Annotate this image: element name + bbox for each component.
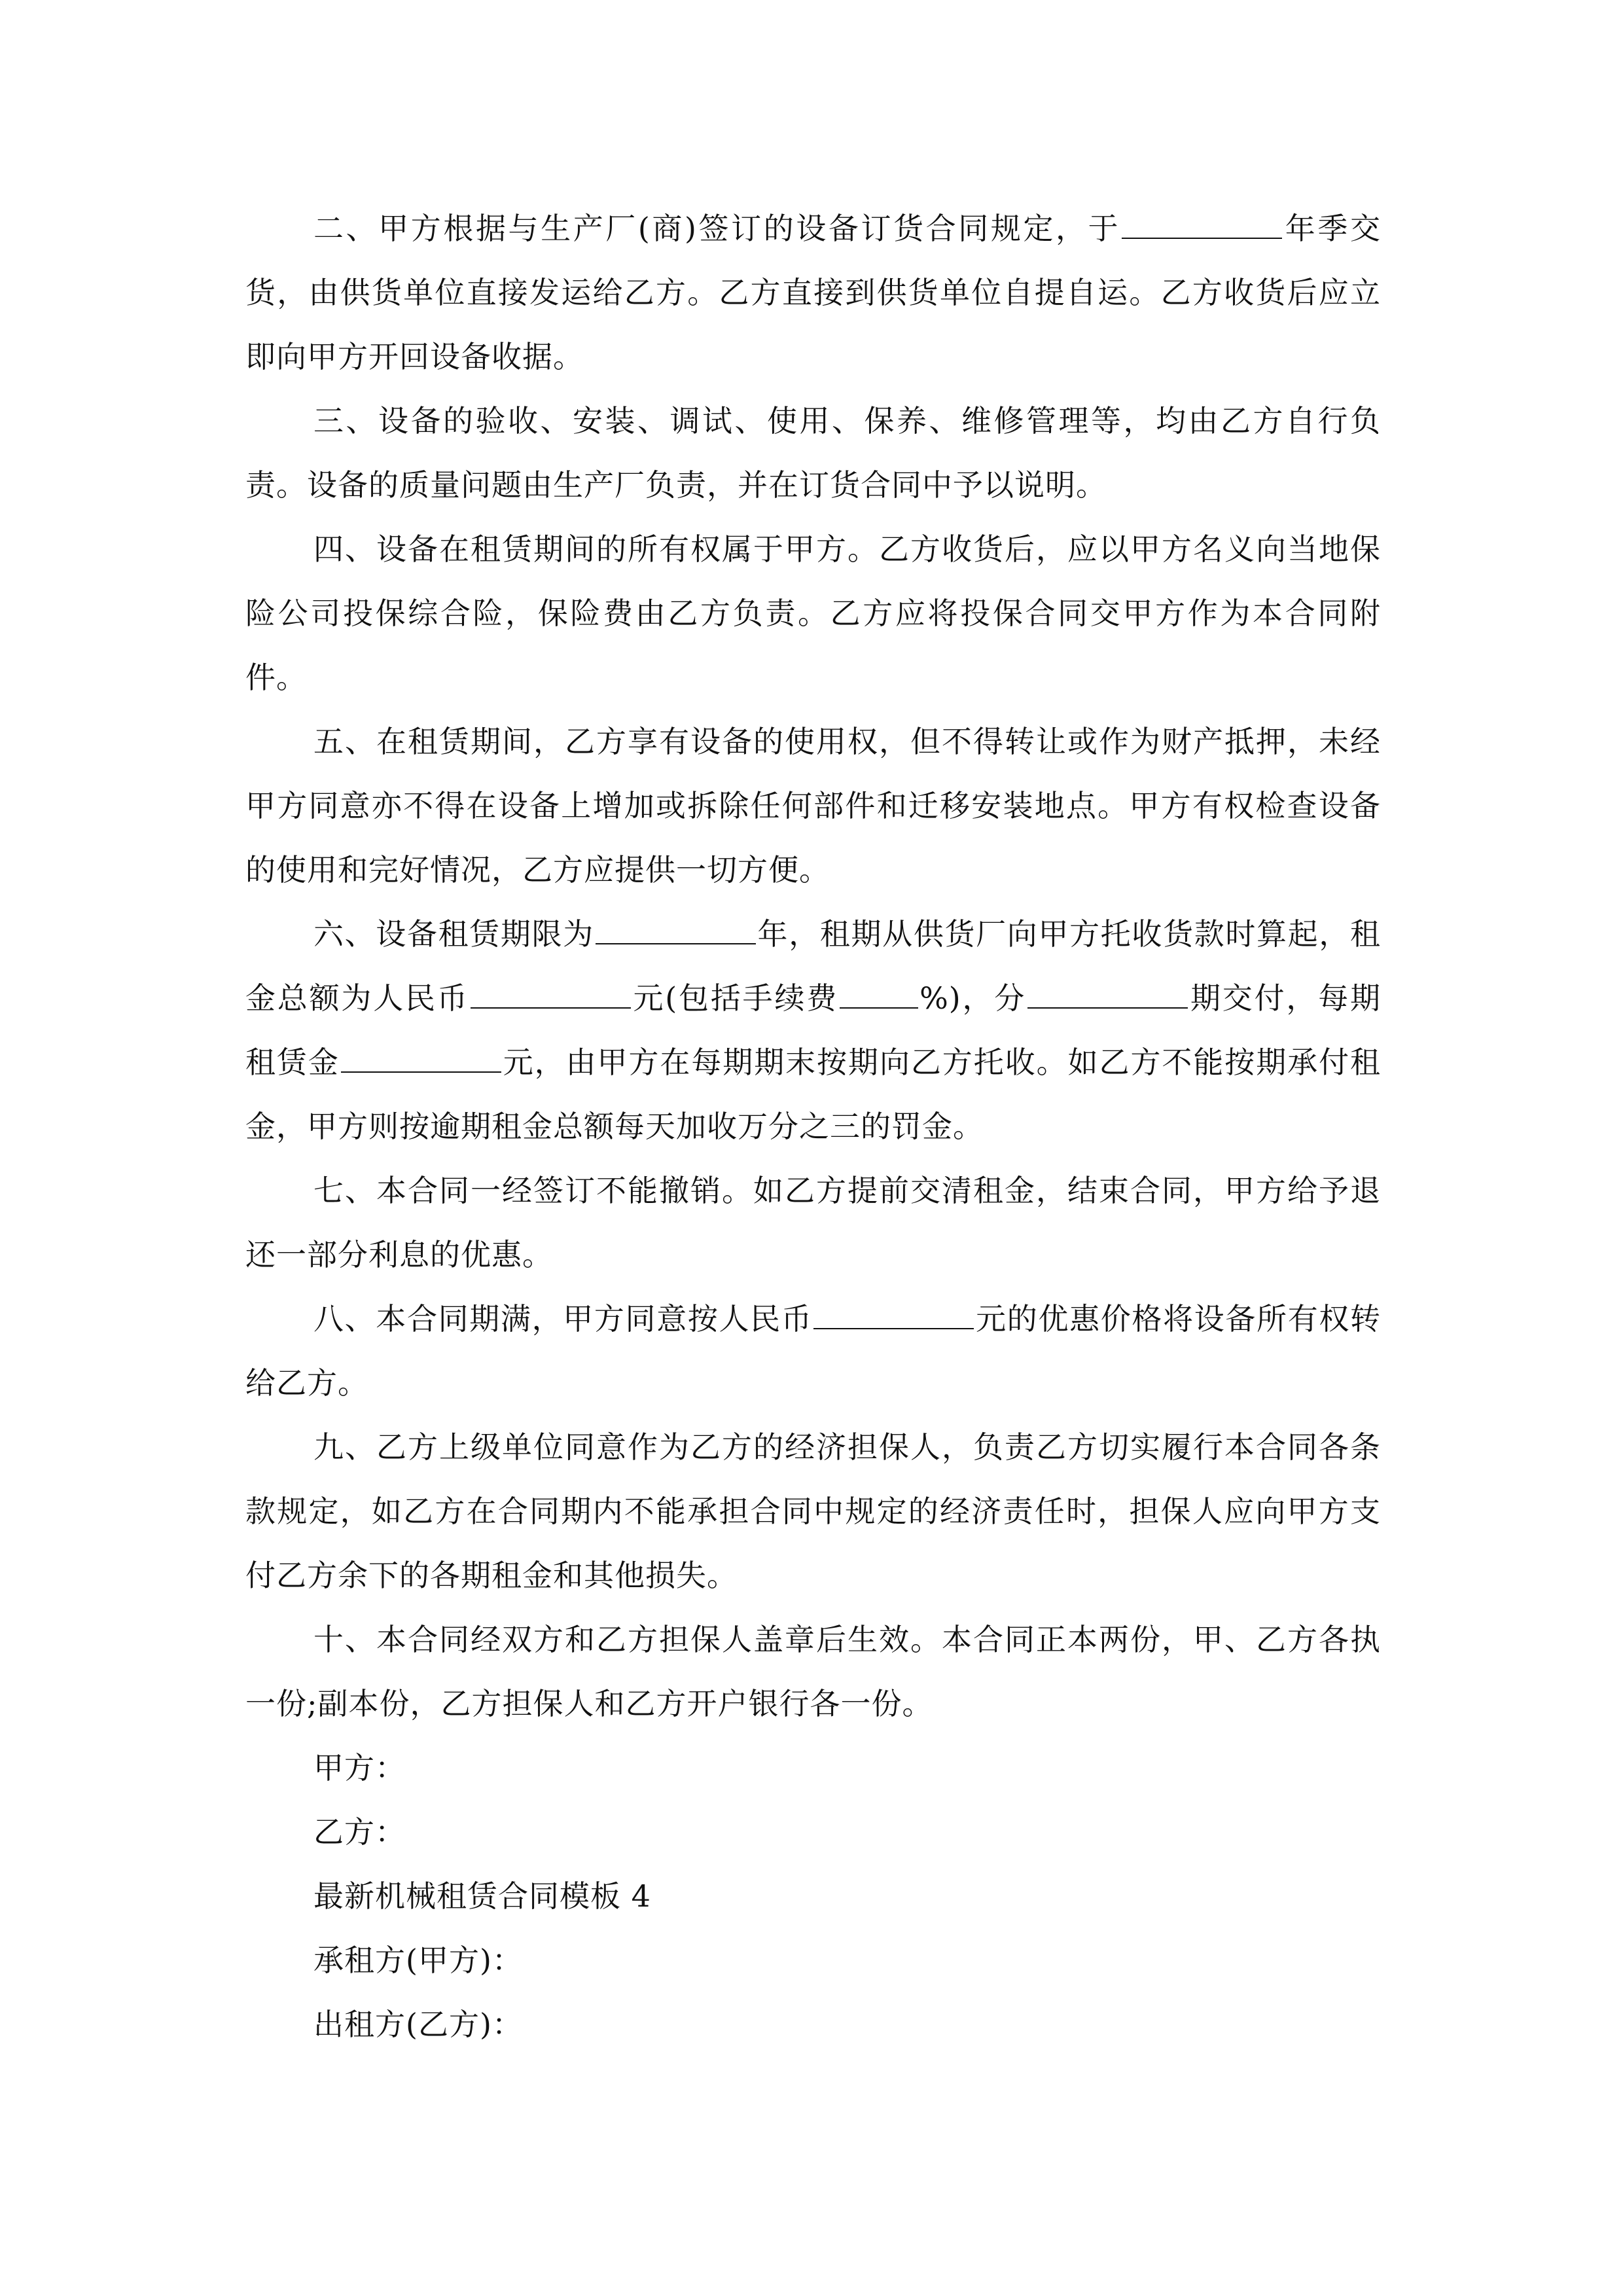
party-b-signature: 乙方：: [313, 1814, 406, 1850]
clause-6-text-6: 元，由甲方在每期期末按期向乙方托收。如乙方不能按期承付租金，甲方则按逾期租金总额每天加收万分之三的罚金。: [245, 1045, 1382, 1144]
clause-2-text-before: 二、甲方根据与生产厂(商)签订的设备订货合同规定，于: [313, 211, 1121, 246]
installments-blank: [1027, 976, 1188, 1009]
lessee-label: 承租方(甲方)：: [313, 1943, 523, 1978]
clause-5: 五、在租赁期间，乙方享有设备的使用权，但不得转让或作为财产抵押，未经甲方同意亦不得在设备上增加或拆除任何部件和迁移安装地点。甲方有权检查设备的使用和完好情况，乙方应提供一切方便。: [245, 724, 1381, 888]
clause-6-text-4: %)，分: [919, 980, 1027, 1016]
contract-body: [245, 196, 1381, 2056]
clause-2-text-after: 年季交货，由供货单位直接发运给乙方。乙方直接到供货单位自提自运。乙方收货后应立即向甲方开回设备收据。: [245, 211, 1381, 374]
clause-9: 九、乙方上级单位同意作为乙方的经济担保人，负责乙方切实履行本合同各条款规定，如乙方在合同期内不能承担合同中规定的经济责任时，担保人应向甲方支付乙方余下的各期租金和其他损失。: [245, 1429, 1381, 1593]
template-title: 最新机械租赁合同模板 4: [313, 1878, 651, 1914]
party-a-signature: 甲方：: [313, 1750, 406, 1785]
clause-2: [245, 196, 1381, 389]
clause-8: [245, 1287, 1381, 1415]
clause-4: 四、设备在租赁期间的所有权属于甲方。乙方收货后，应以甲方名义向当地保险公司投保综合险，保险费由乙方负责。乙方应将投保合同交甲方作为本合同附件。: [245, 531, 1381, 695]
total-rent-blank: [471, 976, 631, 1009]
clause-6-text-2: 年，租期从供货厂向甲方托收货款时算起，租金总额为人民币: [245, 916, 1382, 1016]
delivery-year-blank: [1122, 206, 1282, 239]
clause-7: 七、本合同一经签订不能撤销。如乙方提前交清租金，结束合同，甲方给予退还一部分利息的优惠。: [245, 1173, 1381, 1272]
fee-percent-blank: [840, 976, 918, 1009]
buyout-price-blank: [813, 1297, 974, 1329]
clause-10: 十、本合同经双方和乙方担保人盖章后生效。本合同正本两份，甲、乙方各执一份;副本份，乙方担保人和乙方开户银行各一份。: [245, 1622, 1381, 1721]
clause-6: [245, 902, 1381, 1158]
clause-8-text-after: 元的优惠价格将设备所有权转给乙方。: [245, 1301, 1382, 1401]
lessor-label: 出租方(乙方)：: [313, 2007, 523, 2042]
clause-6-text-1: 六、设备租赁期限为: [313, 916, 594, 952]
lease-term-blank: [596, 912, 756, 944]
clause-6-text-5: 期交付，每期租赁金: [245, 980, 1382, 1080]
clause-6-text-3: 元(包括手续费: [632, 980, 839, 1016]
clause-3: 三、设备的验收、安装、调试、使用、保养、维修管理等，均由乙方自行负责。设备的质量问题由生产厂负责，并在订货合同中予以说明。: [245, 403, 1381, 503]
clause-8-text-before: 八、本合同期满，甲方同意按人民币: [313, 1301, 813, 1336]
installment-amount-blank: [341, 1040, 501, 1073]
